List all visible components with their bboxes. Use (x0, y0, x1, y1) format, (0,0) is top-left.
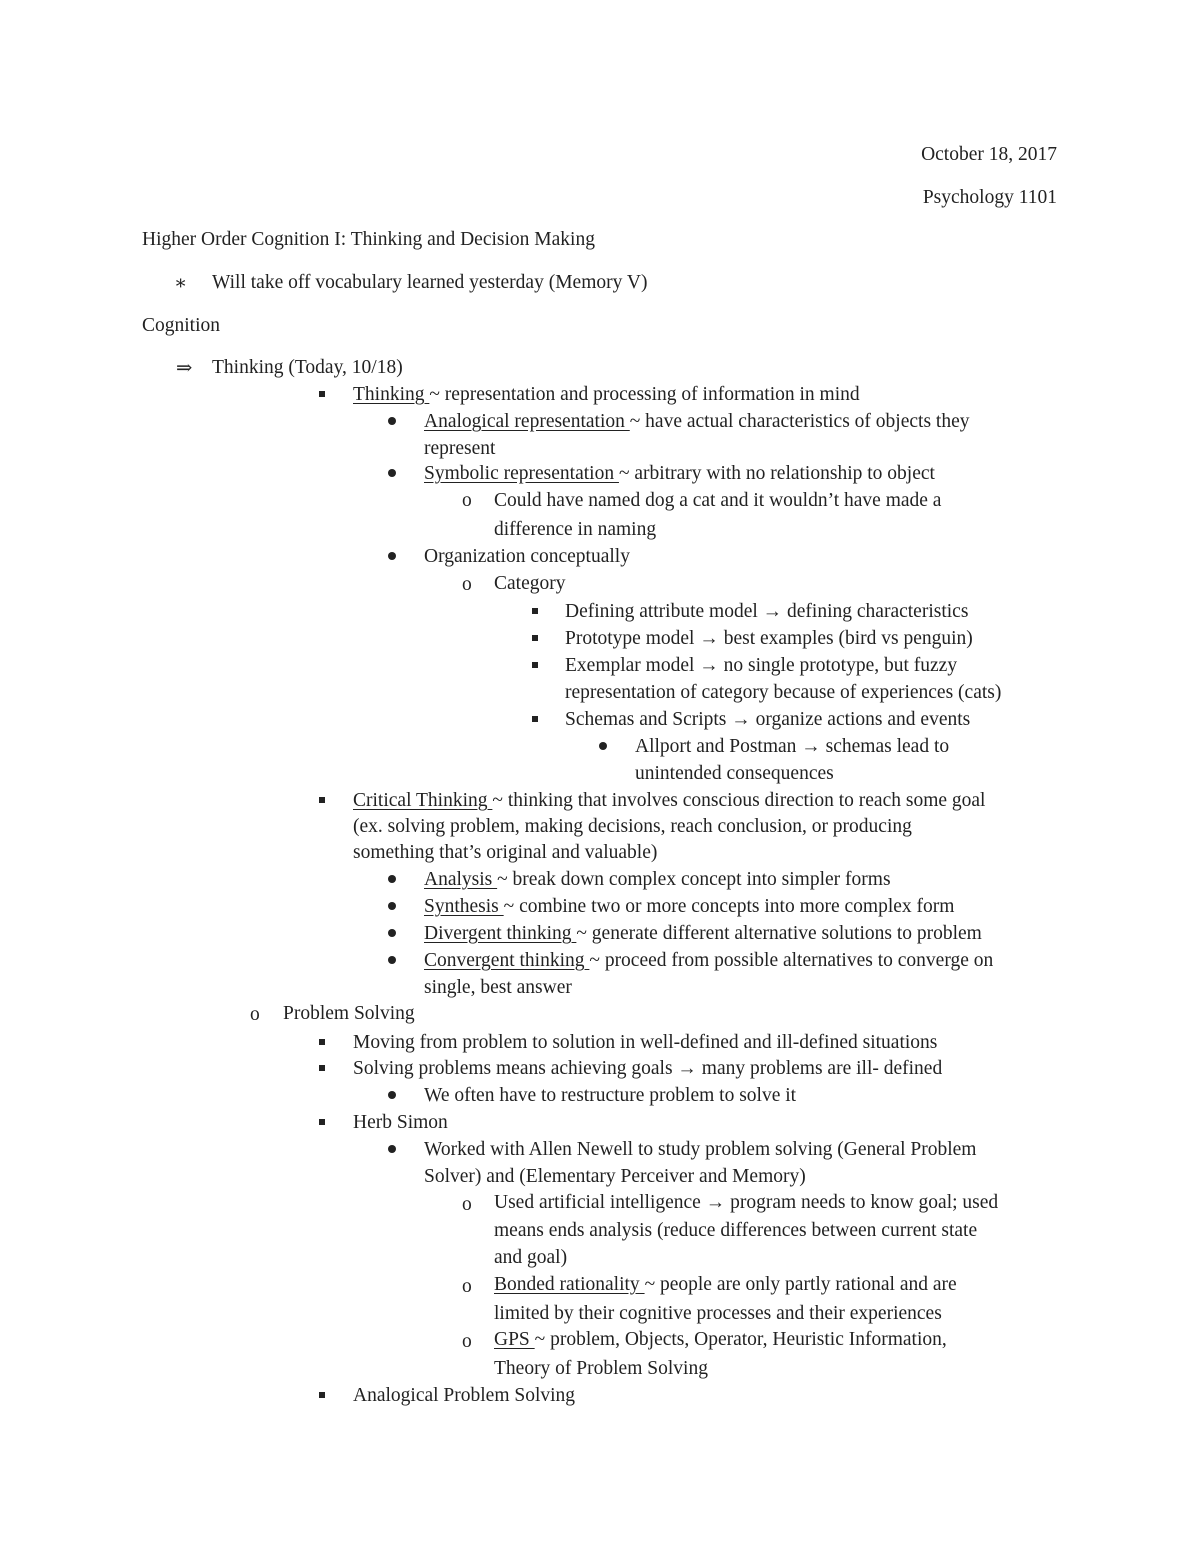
o-bullet-icon: o (250, 1004, 260, 1025)
list-item: Allport and Postman → schemas lead to (635, 736, 950, 757)
list-item: Could have named dog a cat and it wouldn’t have made a (494, 490, 942, 511)
term: Analogical representation (424, 411, 630, 432)
list-item: Exemplar model → no single prototype, but fuzzy (565, 655, 958, 676)
definition: ~ combine two or more concepts into more complex form (503, 896, 955, 917)
list-item: Problem Solving (283, 1003, 415, 1024)
square-bullet-icon (319, 1039, 325, 1045)
list-item-continued: difference in naming (494, 519, 657, 540)
list-item (353, 385, 860, 405)
definition: ~ generate different alternative solutions to problem (576, 923, 982, 944)
list-item-continued: represent (424, 438, 496, 459)
list-item: Defining attribute model → defining characteristics (565, 601, 969, 622)
page-title: Higher Order Cognition I: Thinking and Decision Making (142, 229, 595, 250)
list-item-continued: (ex. solving problem, making decisions, reach conclusion, or producing (353, 816, 912, 837)
o-bullet-icon: o (462, 1331, 472, 1352)
definition: ~ have actual characteristics of objects they (629, 411, 970, 432)
note-text: Will take off vocabulary learned yesterday (Memory V) (212, 272, 648, 293)
list-item-continued: limited by their cognitive processes and their experiences (494, 1303, 942, 1324)
definition: ~ thinking that involves conscious direction to reach some goal (492, 790, 986, 811)
dot-bullet-icon (388, 552, 396, 560)
list-item-continued: representation of category because of experiences (cats) (565, 682, 1002, 703)
list-item: Solving problems means achieving goals → many problems are ill- defined (353, 1058, 943, 1079)
term: Analysis (424, 869, 498, 890)
list-item-continued: something that’s original and valuable) (353, 842, 658, 863)
list-item (424, 412, 969, 432)
star-bullet-icon: ∗ (174, 273, 188, 294)
dot-bullet-icon (388, 417, 396, 425)
section-heading: Cognition (142, 315, 221, 336)
o-bullet-icon: o (462, 1276, 472, 1297)
list-item-continued: means ends analysis (reduce differences between current state (494, 1220, 978, 1241)
square-bullet-icon (532, 635, 538, 641)
list-item (424, 951, 993, 971)
list-item-continued: Solver) and (Elementary Perceiver and Memory) (424, 1166, 806, 1187)
arrow-bullet-icon: ⇒ (176, 358, 193, 379)
term: Convergent thinking (424, 950, 590, 971)
square-bullet-icon (319, 1065, 325, 1071)
list-item: Worked with Allen Newell to study problem solving (General Problem (424, 1139, 977, 1160)
dot-bullet-icon (388, 1145, 396, 1153)
term: Critical Thinking (353, 790, 493, 811)
date: October 18, 2017 (921, 144, 1057, 165)
square-bullet-icon (319, 391, 325, 397)
list-item-continued: Theory of Problem Solving (494, 1358, 708, 1379)
term: Symbolic representation (424, 463, 619, 484)
definition: ~ proceed from possible alternatives to converge on (589, 950, 994, 971)
o-bullet-icon: o (462, 490, 472, 511)
list-item: Organization conceptually (424, 546, 630, 567)
list-item-continued: and goal) (494, 1247, 568, 1268)
definition: ~ break down complex concept into simpler forms (497, 869, 891, 890)
list-item (424, 464, 935, 484)
square-bullet-icon (319, 1392, 325, 1398)
dot-bullet-icon (388, 929, 396, 937)
definition: ~ arbitrary with no relationship to object (618, 463, 935, 484)
list-item (424, 924, 982, 944)
dot-bullet-icon (388, 1091, 396, 1099)
definition: ~ people are only partly rational and are (644, 1274, 957, 1295)
list-item (424, 870, 891, 890)
list-item: Prototype model → best examples (bird vs penguin) (565, 628, 973, 649)
square-bullet-icon (532, 662, 538, 668)
list-item (424, 897, 954, 917)
list-item (494, 1275, 957, 1295)
list-item: Herb Simon (353, 1112, 448, 1133)
term: Synthesis (424, 896, 504, 917)
list-item-continued: single, best answer (424, 977, 572, 998)
term: GPS (494, 1329, 535, 1350)
list-item (353, 791, 985, 811)
list-item: Moving from problem to solution in well-defined and ill-defined situations (353, 1032, 938, 1053)
o-bullet-icon: o (462, 574, 472, 595)
course-name: Psychology 1101 (922, 187, 1057, 208)
definition: ~ representation and processing of information in mind (429, 384, 860, 405)
term: Thinking (353, 384, 430, 405)
dot-bullet-icon (388, 875, 396, 883)
list-item: Thinking (Today, 10/18) (212, 357, 403, 378)
square-bullet-icon (319, 797, 325, 803)
dot-bullet-icon (388, 902, 396, 910)
dot-bullet-icon (599, 742, 607, 750)
term: Bonded rationality (494, 1274, 645, 1295)
list-item (494, 1330, 947, 1350)
list-item: Used artificial intelligence → program needs to know goal; used (494, 1192, 999, 1213)
square-bullet-icon (319, 1119, 325, 1125)
o-bullet-icon: o (462, 1194, 472, 1215)
dot-bullet-icon (388, 956, 396, 964)
square-bullet-icon (532, 608, 538, 614)
list-item-continued: unintended consequences (635, 763, 834, 784)
list-item: We often have to restructure problem to solve it (424, 1085, 797, 1106)
list-item: Category (494, 573, 566, 594)
term: Divergent thinking (424, 923, 577, 944)
dot-bullet-icon (388, 469, 396, 477)
square-bullet-icon (532, 716, 538, 722)
list-item: Schemas and Scripts → organize actions and events (565, 709, 971, 730)
definition: ~ problem, Objects, Operator, Heuristic Information, (534, 1329, 947, 1350)
list-item: Analogical Problem Solving (353, 1385, 576, 1406)
